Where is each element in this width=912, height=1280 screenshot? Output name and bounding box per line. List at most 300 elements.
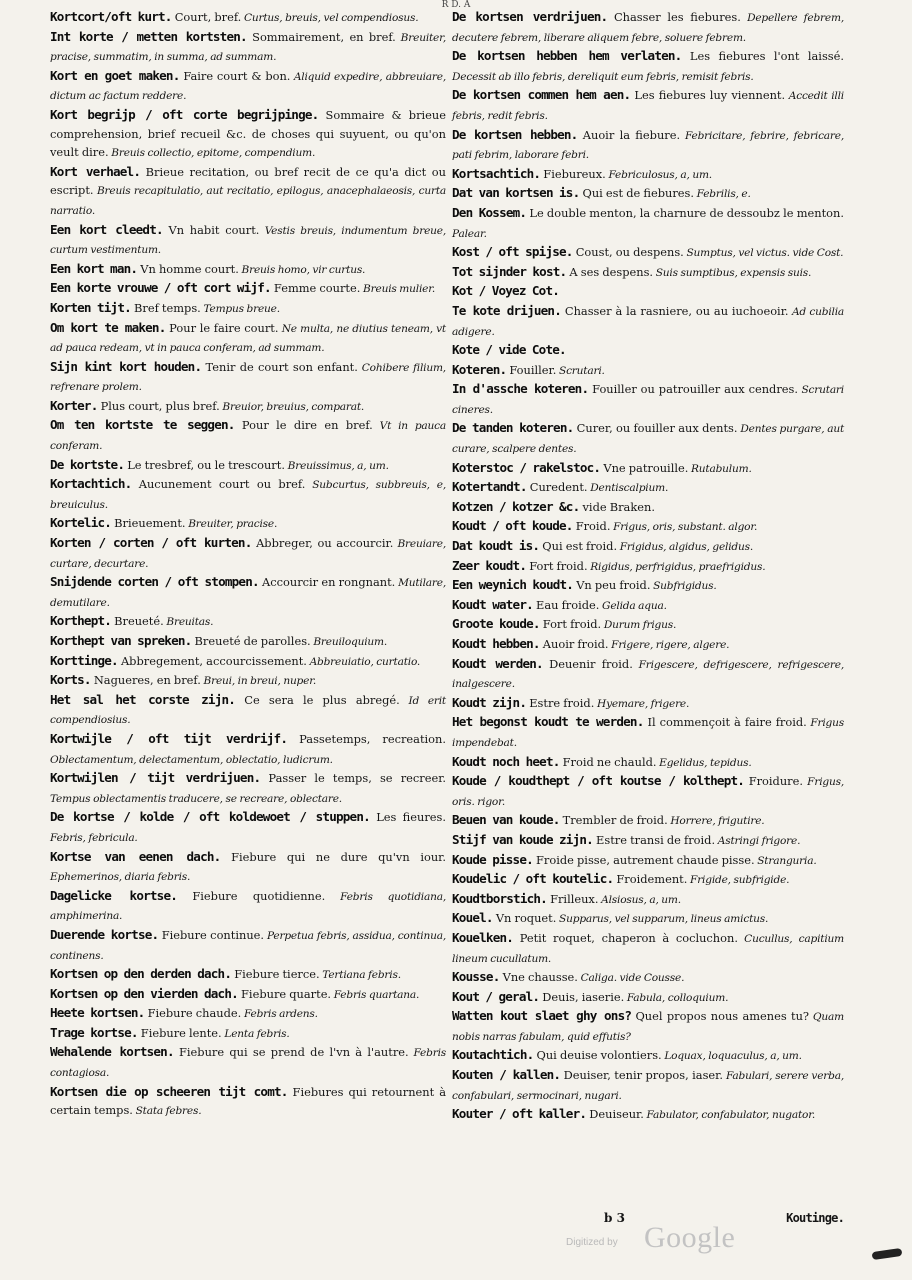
- entry-headword: Kortelic.: [50, 515, 112, 531]
- entry-french-gloss: Ce sera le plus abregé.: [235, 692, 400, 707]
- entry-headword: Beuen van koude.: [452, 812, 560, 828]
- dictionary-entry: [452, 341, 844, 361]
- dictionary-entry: [452, 47, 844, 86]
- entry-french-gloss: Froide pisse, autrement chaude pisse.: [532, 852, 755, 867]
- entry-headword: Kort verhael.: [50, 163, 141, 179]
- entry-headword: Kost / oft spijse.: [452, 244, 573, 260]
- entry-french-gloss: Deuis, iaserie.: [539, 989, 625, 1004]
- dictionary-entry: [452, 753, 844, 773]
- dictionary-entry: [50, 612, 446, 632]
- dictionary-entry: [452, 537, 844, 557]
- entry-latin-gloss: Cucullus, capitium lineum cucullatum.: [452, 932, 844, 965]
- entry-latin-gloss: Fabulari, serere verba, confabulari, sermocinari, nugari.: [452, 1070, 845, 1102]
- dictionary-entry: [50, 514, 446, 534]
- dictionary-entry: [50, 730, 446, 769]
- entry-headword: Kortsen die op scheeren tijt comt.: [50, 1083, 288, 1099]
- entry-headword: Koterstoc / rakelstoc.: [452, 459, 601, 475]
- dictionary-entry: [50, 808, 446, 847]
- entry-french-gloss: Froid.: [572, 519, 611, 534]
- entry-headword: Dagelicke kortse.: [50, 887, 178, 903]
- entry-latin-gloss: Febriculosus, a, um.: [605, 168, 712, 181]
- entry-headword: Het begonst koudt te werden.: [452, 714, 644, 730]
- entry-latin-gloss: Quam nobis narras fabulam, quid effutis?: [452, 1011, 844, 1043]
- entry-latin-gloss: Egelidus, tepidus.: [656, 756, 752, 769]
- entry-french-gloss: Les fiebures luy viennent.: [630, 88, 786, 103]
- dictionary-entry: [50, 573, 446, 612]
- dictionary-entry: [50, 926, 446, 965]
- entry-latin-gloss: Fabulator, confabulator, nugator.: [643, 1109, 816, 1122]
- entry-latin-gloss: Febris, febricula.: [50, 831, 138, 844]
- entry-headword: In d'assche koteren.: [452, 381, 589, 397]
- entry-headword: Koudt noch heet.: [452, 753, 560, 769]
- entry-french-gloss: Froid ne chauld.: [559, 754, 657, 769]
- dictionary-entry: [452, 988, 844, 1008]
- entry-latin-gloss: Febris ardens.: [241, 1008, 318, 1021]
- entry-headword: Koude pisse.: [452, 851, 533, 867]
- entry-latin-gloss: Cohibere filium, refrenare prolem.: [50, 361, 446, 394]
- entry-latin-gloss: Ad cubilia adigere.: [452, 305, 844, 338]
- entry-headword: Kortachtich.: [50, 476, 132, 492]
- entry-headword: Kortse van eenen dach.: [50, 848, 221, 864]
- dictionary-entry: [50, 769, 446, 808]
- entry-headword: Snijdende corten / oft stompen.: [50, 574, 259, 590]
- entry-french-gloss: Breueté.: [111, 614, 164, 629]
- dictionary-entry: [452, 811, 844, 831]
- dictionary-entry: [452, 615, 844, 635]
- catchword: Koutinge.: [786, 1211, 844, 1225]
- entry-headword: Kotertandt.: [452, 479, 527, 495]
- dictionary-entry: [452, 243, 844, 263]
- entry-headword: Kouel.: [452, 910, 493, 926]
- dictionary-entry: [50, 456, 446, 476]
- entry-french-gloss: Passer le temps, se recreer.: [260, 771, 447, 786]
- dictionary-entry: [452, 8, 844, 47]
- entry-headword: Korthept.: [50, 613, 112, 629]
- entry-latin-gloss: Frigus, oris, substant. algor.: [610, 521, 758, 534]
- entry-latin-gloss: Frigescere, defrigescere, refrigescere, inalgescere.: [452, 658, 844, 691]
- entry-latin-gloss: Breuis recapitulatio, aut recitatio, epilogus, anacephalaeosis, curta narratio.: [50, 185, 446, 217]
- entry-headword: Kouter / oft kaller.: [452, 1106, 587, 1122]
- entry-latin-gloss: Breuior, breuius, comparat.: [219, 400, 365, 413]
- entry-french-gloss: Fiebure qui se prend de l'vn à l'autre.: [173, 1045, 409, 1060]
- dictionary-entry: [50, 632, 446, 652]
- entry-headword: Heete kortsen.: [50, 1005, 145, 1021]
- dictionary-entry: [452, 831, 844, 851]
- entry-headword: Stijf van koude zijn.: [452, 831, 593, 847]
- entry-french-gloss: Quel propos nous amenes tu?: [631, 1009, 810, 1024]
- entry-latin-gloss: Breuiloquium.: [310, 636, 388, 648]
- entry-headword: Kortsachtich.: [452, 165, 541, 181]
- entry-headword: Kote / vide Cote.: [452, 342, 566, 358]
- entry-headword: Zeer koudt.: [452, 557, 527, 573]
- entry-headword: Tot sijnder kost.: [452, 263, 567, 279]
- entry-latin-gloss: Febris quartana.: [331, 988, 420, 1001]
- entry-french-gloss: Froidure.: [744, 774, 803, 789]
- entry-french-gloss: Vn roquet.: [492, 911, 557, 926]
- entry-latin-gloss: Vt in pauca conferam.: [50, 420, 446, 453]
- dictionary-entry: [452, 1105, 844, 1125]
- entry-french-gloss: Fouiller ou patrouiller aux cendres.: [588, 382, 799, 397]
- dictionary-entry: [452, 204, 844, 243]
- entry-headword: Kotzen / kotzer &c.: [452, 498, 580, 514]
- entry-latin-gloss: Breuis homo, vir curtus.: [238, 263, 366, 276]
- entry-french-gloss: Femme courte.: [270, 281, 361, 296]
- dictionary-entry: [50, 1024, 446, 1044]
- entry-latin-gloss: Caliga. vide Cousse.: [577, 972, 685, 985]
- dictionary-entry: [452, 909, 844, 929]
- entry-french-gloss: Auoir la fiebure.: [577, 127, 681, 142]
- dictionary-entry: [50, 985, 446, 1005]
- entry-latin-gloss: Frigide, subfrigide.: [687, 874, 790, 887]
- entry-headword: Om kort te maken.: [50, 319, 166, 335]
- dictionary-entry: [50, 8, 446, 28]
- entry-headword: Den Kossem.: [452, 204, 527, 220]
- entry-headword: Kot / Voyez Cot.: [452, 283, 560, 299]
- entry-latin-gloss: Fabula, colloquium.: [624, 991, 729, 1004]
- entry-french-gloss: Fort froid.: [539, 617, 602, 632]
- entry-headword: Kortwijlen / tijt verdrijuen.: [50, 770, 261, 786]
- entry-french-gloss: Fiebure quotidienne.: [177, 888, 326, 903]
- entry-headword: Korter.: [50, 397, 98, 413]
- dictionary-entry: [452, 596, 844, 616]
- entry-headword: Een kort cleedt.: [50, 221, 163, 237]
- entry-headword: Een kort man.: [50, 260, 138, 276]
- entry-latin-gloss: Suis sumptibus, expensis suis.: [653, 266, 812, 279]
- entry-latin-gloss: Ne multa, ne diutius teneam, vt ad pauca redeam, vt in pauca conferam, ad summam.: [50, 322, 446, 355]
- entry-latin-gloss: Depellere febrem, decutere febrem, liberare aliquem febre, soluere febrem.: [452, 12, 844, 44]
- entry-french-gloss: Vn homme court.: [137, 261, 239, 276]
- entry-french-gloss: Nagueres, en bref.: [90, 673, 201, 688]
- entry-french-gloss: Abbregement, accourcissement.: [117, 653, 307, 668]
- dictionary-entry: [452, 517, 844, 537]
- entry-headword: Dat van kortsen is.: [452, 185, 580, 201]
- dictionary-entry: [50, 534, 446, 573]
- entry-headword: Koutachtich.: [452, 1047, 534, 1063]
- dictionary-entry: [50, 28, 446, 67]
- dictionary-entry: [452, 86, 844, 125]
- entry-headword: Koudtborstich.: [452, 890, 547, 906]
- entry-latin-gloss: Horrere, frigutire.: [667, 815, 765, 828]
- dictionary-entry: [50, 475, 446, 514]
- dictionary-entry: [50, 279, 446, 299]
- dictionary-entry: [50, 358, 446, 397]
- entry-latin-gloss: Oblectamentum, delectamentum, oblectatio, ludicrum.: [50, 753, 333, 766]
- entry-latin-gloss: Decessit ab illo febris, dereliquit eum febris, remisit febris.: [452, 70, 754, 83]
- entry-latin-gloss: Loquax, loquaculus, a, um.: [661, 1050, 802, 1063]
- dictionary-entry: [50, 691, 446, 730]
- dictionary-entry: [452, 851, 844, 871]
- entry-french-gloss: Deuiseur.: [586, 1107, 644, 1122]
- entry-french-gloss: Vn habit court.: [162, 222, 260, 237]
- entry-headword: Kout / geral.: [452, 988, 540, 1004]
- entry-latin-gloss: Perpetua febris, assidua, continua, continens.: [50, 929, 447, 962]
- entry-headword: Kortwijle / oft tijt verdrijf.: [50, 730, 288, 746]
- entry-headword: Int korte / metten kortsten.: [50, 28, 247, 44]
- entry-headword: Kortcort/oft kurt.: [50, 9, 172, 24]
- entry-headword: Korten / corten / oft kurten.: [50, 535, 252, 551]
- entry-headword: Koudelic / oft koutelic.: [452, 871, 614, 887]
- dictionary-entry: [452, 557, 844, 577]
- entry-latin-gloss: Alsiosus, a, um.: [598, 893, 681, 906]
- running-head: R D. A: [441, 0, 471, 10]
- entry-headword: Kouten / kallen.: [452, 1067, 561, 1083]
- entry-french-gloss: Pour le faire court.: [165, 320, 279, 335]
- entry-french-gloss: Deuenir froid.: [542, 656, 633, 671]
- dictionary-entry: [452, 380, 844, 419]
- dictionary-entry: [50, 397, 446, 417]
- entry-french-gloss: Fouiller.: [506, 362, 557, 377]
- entry-latin-gloss: Breuitas.: [163, 616, 214, 629]
- entry-french-gloss: Fiebure chaude.: [144, 1006, 242, 1021]
- entry-french-gloss: Accourcir en rongnant.: [258, 575, 396, 590]
- entry-latin-gloss: Breuiter, pracise.: [185, 518, 278, 531]
- dictionary-entry: [452, 126, 844, 165]
- entry-headword: Kortsen op den vierden dach.: [50, 985, 238, 1001]
- entry-headword: Koteren.: [452, 361, 507, 377]
- entry-headword: Groote koude.: [452, 616, 540, 632]
- entry-latin-gloss: Rigidus, perfrigidus, praefrigidus.: [587, 560, 766, 573]
- entry-french-gloss: Brieuement.: [111, 516, 186, 531]
- entry-headword: Korts.: [50, 672, 91, 688]
- entry-latin-gloss: Scrutari.: [556, 364, 605, 377]
- dictionary-entry: [50, 416, 446, 455]
- entry-french-gloss: Petit roquet, chaperon à cocluchon.: [513, 930, 738, 945]
- entry-headword: Korten tijt.: [50, 299, 131, 315]
- dictionary-entry: [50, 319, 446, 358]
- entry-headword: Koudt water.: [452, 596, 533, 612]
- entry-latin-gloss: Breuiter, pracise, summatim, in summa, ad summam.: [50, 31, 446, 64]
- dictionary-entry: [452, 655, 844, 694]
- digitized-watermark: [566, 1221, 766, 1261]
- entry-french-gloss: Sommaire & brieue comprehension, brief recueil &c. de choses qui suyuent, ou qu'on veult dire.: [50, 107, 446, 160]
- dictionary-entry: [50, 260, 446, 280]
- entry-headword: Korthept van spreken.: [50, 633, 192, 648]
- entry-headword: Een korte vrouwe / oft cort wijf.: [50, 280, 271, 296]
- entry-headword: Om ten kortste te seggen.: [50, 417, 235, 433]
- dictionary-entry: [452, 694, 844, 714]
- entry-latin-gloss: Accedit illi febris, redit febris.: [452, 90, 844, 122]
- entry-latin-gloss: Tertiana febris.: [319, 969, 401, 982]
- entry-french-gloss: Le tresbref, ou le trescourt.: [124, 457, 285, 472]
- entry-latin-gloss: Abbreuiatio, curtatio.: [306, 655, 421, 668]
- entry-french-gloss: Il commençoit à faire froid.: [643, 715, 807, 730]
- entry-latin-gloss: Vestis breuis, indumentum breue, curtum vestimentum.: [50, 224, 447, 257]
- entry-headword: Korttinge.: [50, 652, 118, 668]
- dictionary-entry: [452, 576, 844, 596]
- entry-latin-gloss: Breuis mulier.: [360, 283, 436, 296]
- entry-headword: Watten kout slaet ghy ons?: [452, 1008, 632, 1024]
- entry-french-gloss: Fiebure quarte.: [237, 986, 332, 1001]
- entry-latin-gloss: Ephemerinos, diaria febris.: [50, 871, 191, 884]
- entry-latin-gloss: Rutabulum.: [688, 462, 752, 475]
- entry-latin-gloss: Dentiscalpium.: [587, 482, 669, 495]
- entry-latin-gloss: Breui, in breui, nuper.: [200, 675, 317, 688]
- entry-latin-gloss: Stranguria.: [754, 854, 817, 867]
- entry-french-gloss: Plus court, plus bref.: [97, 398, 220, 413]
- dictionary-entry: [452, 361, 844, 381]
- entry-headword: Koude / koudthept / oft koutse / kolthept.: [452, 773, 745, 789]
- entry-french-gloss: Vne patrouille.: [600, 460, 689, 475]
- entry-french-gloss: vide Braken.: [579, 499, 655, 514]
- entry-french-gloss: Fiebures qui retournent à certain temps.: [50, 1084, 446, 1118]
- entry-latin-gloss: Sumptus, vel victus. vide Cost.: [683, 247, 844, 260]
- entry-french-gloss: Pour le dire en bref.: [234, 418, 373, 433]
- entry-latin-gloss: Frigere, rigere, algere.: [608, 639, 730, 651]
- entry-latin-gloss: Gelida aqua.: [599, 599, 667, 612]
- entry-french-gloss: Trembler de froid.: [559, 813, 668, 828]
- entry-headword: Een weynich koudt.: [452, 577, 574, 593]
- entry-latin-gloss: Aliquid expedire, abbreuiare, dictum ac factum reddere.: [50, 70, 446, 103]
- dictionary-entry: [452, 890, 844, 910]
- entry-latin-gloss: Astringi frigore.: [715, 834, 801, 847]
- entry-french-gloss: Estre froid.: [526, 695, 595, 710]
- entry-french-gloss: Chasser à la rasniere, ou au iuchoeoir.: [561, 303, 789, 318]
- dictionary-entry: [50, 671, 446, 691]
- entry-french-gloss: Curer, ou fouiller aux dents.: [573, 421, 738, 436]
- entry-latin-gloss: Frigus impendebat.: [452, 717, 845, 749]
- entry-headword: Dat koudt is.: [452, 538, 540, 554]
- dictionary-entry: [50, 221, 446, 260]
- entry-french-gloss: A ses despens.: [566, 264, 654, 279]
- entry-latin-gloss: Febris contagiosa.: [50, 1047, 446, 1080]
- entry-french-gloss: Fiebure tierce.: [231, 967, 320, 982]
- entry-french-gloss: Le double menton, la charnure de dessoubz le menton.: [526, 205, 844, 220]
- entry-french-gloss: Fiebureux.: [540, 166, 606, 181]
- entry-french-gloss: Fiebure continue.: [158, 927, 265, 942]
- entry-latin-gloss: Frigus, oris. rigor.: [452, 776, 844, 808]
- entry-french-gloss: Bref temps.: [130, 300, 201, 315]
- entry-french-gloss: Qui est de fiebures.: [579, 186, 694, 201]
- entry-latin-gloss: Tempus oblectamentis traducere, se recreare, oblectare.: [50, 792, 342, 805]
- entry-headword: De kortsen verdrijuen.: [452, 9, 608, 24]
- dictionary-entry: [50, 848, 446, 887]
- entry-french-gloss: Frilleux.: [546, 891, 599, 906]
- dictionary-entry: [452, 263, 844, 283]
- entry-latin-gloss: Palear.: [452, 227, 487, 240]
- entry-french-gloss: Fort froid.: [526, 558, 588, 573]
- dictionary-entry: [50, 67, 446, 106]
- entry-french-gloss: Faire court & bon.: [179, 68, 291, 83]
- dictionary-entry: [452, 772, 844, 811]
- entry-french-gloss: Breueté de parolles.: [191, 634, 311, 648]
- entry-french-gloss: Court, bref.: [171, 10, 242, 24]
- entry-latin-gloss: Mutilare, demutilare.: [50, 577, 446, 609]
- dictionary-entry: [452, 1046, 844, 1066]
- entry-headword: Wehalende kortsen.: [50, 1044, 174, 1060]
- entry-latin-gloss: Scrutari cineres.: [452, 384, 844, 416]
- entry-french-gloss: Passetemps, recreation.: [287, 731, 446, 746]
- dictionary-entry: [50, 1004, 446, 1024]
- dictionary-entry: [50, 163, 446, 221]
- entry-headword: Koudt / oft koude.: [452, 518, 573, 534]
- watermark-prefix: Digitized by: [566, 1237, 618, 1248]
- entry-latin-gloss: Curtus, breuis, vel compendiosus.: [241, 12, 419, 24]
- entry-french-gloss: Froidement.: [613, 872, 688, 887]
- dictionary-entry: [452, 419, 844, 458]
- dictionary-entry: [452, 1066, 844, 1105]
- entry-headword: De kortse / kolde / oft koldewoet / stuppen.: [50, 809, 370, 825]
- dictionary-entry: [452, 870, 844, 890]
- entry-headword: De kortsen hebben.: [452, 126, 578, 142]
- dictionary-entry: [452, 184, 844, 204]
- dictionary-entry: [50, 299, 446, 319]
- entry-latin-gloss: Febricitare, febrire, febricare, pati febrim, laborare febri.: [452, 129, 845, 162]
- entry-headword: Koudt hebben.: [452, 636, 540, 651]
- entry-french-gloss: Curedent.: [526, 480, 588, 495]
- dictionary-entry: [452, 302, 844, 341]
- dictionary-entry: [452, 635, 844, 655]
- entry-french-gloss: Qui deuise volontiers.: [533, 1048, 662, 1063]
- left-column: [50, 8, 446, 1121]
- entry-headword: Koudt zijn.: [452, 694, 527, 710]
- entry-french-gloss: Deuiser, tenir propos, iaser.: [560, 1068, 723, 1083]
- entry-french-gloss: Les fieures.: [369, 810, 446, 825]
- entry-french-gloss: Vne chausse.: [499, 970, 578, 985]
- entry-latin-gloss: Lenta febris.: [221, 1027, 290, 1040]
- entry-headword: Kort begrijp / oft corte begrijpinge.: [50, 106, 319, 122]
- entry-latin-gloss: Subfrigidus.: [650, 580, 717, 593]
- entry-latin-gloss: Durum frigus.: [601, 619, 677, 632]
- entry-latin-gloss: Febris quotidiana, amphimerina.: [50, 890, 446, 923]
- ink-blot: [872, 1248, 903, 1260]
- dictionary-entry: [50, 106, 446, 163]
- dictionary-entry: [50, 965, 446, 985]
- dictionary-entry: [452, 929, 844, 968]
- signature-mark: b 3: [604, 1211, 625, 1225]
- dictionary-entry: [452, 713, 844, 752]
- entry-latin-gloss: Febrilis, e.: [694, 188, 751, 201]
- entry-french-gloss: Les fiebures l'ont laissé.: [681, 49, 844, 64]
- dictionary-entry: [50, 1043, 446, 1082]
- entry-french-gloss: Aucunement court ou bref.: [131, 477, 306, 492]
- entry-headword: Sijn kint kort houden.: [50, 358, 202, 374]
- entry-headword: De kortsen commen hem aen.: [452, 87, 631, 103]
- entry-latin-gloss: Subcurtus, subbreuis, e, breuiculus.: [50, 479, 446, 511]
- entry-headword: Kouelken.: [452, 929, 514, 945]
- entry-french-gloss: Abbreger, ou accourcir.: [251, 536, 394, 551]
- entry-latin-gloss: Stata febres.: [132, 1105, 202, 1118]
- dictionary-entry: [452, 478, 844, 498]
- dictionary-entry: [452, 459, 844, 479]
- dictionary-entry: [452, 282, 844, 302]
- entry-french-gloss: Fiebure qui ne dure qu'vn iour.: [220, 849, 446, 864]
- entry-headword: Trage kortse.: [50, 1024, 138, 1040]
- entry-latin-gloss: Frigidus, algidus, gelidus.: [617, 541, 753, 554]
- entry-french-gloss: Vn peu froid.: [573, 578, 651, 593]
- entry-latin-gloss: Breuiare, curtare, decurtare.: [50, 538, 446, 570]
- entry-headword: Kort en goet maken.: [50, 67, 180, 83]
- entry-latin-gloss: Breuis collectio, epitome, compendium.: [108, 147, 316, 160]
- entry-headword: Te kote drijuen.: [452, 302, 561, 318]
- entry-headword: Kortsen op den derden dach.: [50, 966, 232, 982]
- entry-french-gloss: Chasser les fiebures.: [607, 10, 741, 24]
- entry-french-gloss: Tenir de court son enfant.: [201, 359, 358, 374]
- entry-french-gloss: Qui est froid.: [539, 539, 618, 554]
- dictionary-entry: [50, 652, 446, 672]
- dictionary-entry: [452, 498, 844, 518]
- entry-french-gloss: Coust, ou despens.: [572, 245, 684, 260]
- dictionary-entry: [452, 968, 844, 988]
- right-column: [452, 8, 844, 1125]
- entry-latin-gloss: Hyemare, frigere.: [594, 697, 690, 710]
- entry-french-gloss: Estre transi de froid.: [592, 832, 716, 847]
- entry-headword: Het sal het corste zijn.: [50, 691, 236, 707]
- entry-latin-gloss: Breuissimus, a, um.: [284, 459, 389, 472]
- entry-latin-gloss: Supparus, vel supparum, lineus amictus.: [556, 913, 769, 926]
- entry-french-gloss: Sommairement, en bref.: [246, 29, 396, 44]
- entry-french-gloss: Brieue recitation, ou bref recit de ce qu'a dict ou escript.: [50, 164, 446, 198]
- entry-latin-gloss: Dentes purgare, aut curare, scalpere dentes.: [452, 423, 844, 456]
